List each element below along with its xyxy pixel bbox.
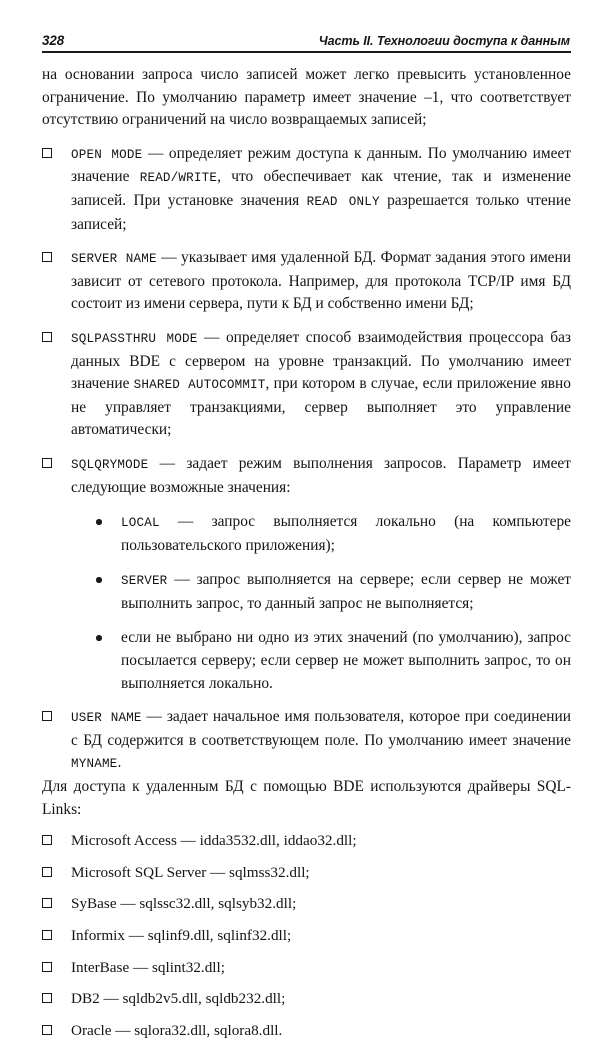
- list-item: [42, 893, 571, 916]
- list-item: [94, 511, 571, 557]
- list-item: [42, 957, 571, 980]
- list-item: [42, 830, 571, 853]
- list-item: [42, 925, 571, 948]
- option-text: если не выбрано ни одно из этих значений (по умолчанию), запрос посылается серверу; если сервер не может выполнить запрос, то он выполняется локально.: [121, 629, 571, 692]
- parameter-name: SERVER NAME: [71, 252, 157, 267]
- parameter-name: SQLQRYMODE: [71, 457, 149, 472]
- square-bullet-icon: [42, 898, 52, 908]
- parameter-list: [42, 143, 571, 776]
- parameter-text: — указывает имя удаленной БД. Формат задания этого имени зависит от сетевого протокола. Например, для протокола TCP/IP имя БД состоит из имени сервера, пути к БД и собственно имени БД;: [71, 249, 571, 313]
- running-head: [42, 26, 570, 48]
- parameter-text: — задает начальное имя пользователя, которое при соединении с БД содержится в соответствующем поле. По умолчанию имеет значение: [71, 708, 572, 749]
- driver-entry: DB2 — sqldb2v5.dll, sqldb232.dll;: [71, 990, 286, 1008]
- parameter-text-3: разрешается только чтение записей;: [71, 191, 571, 233]
- option-text: — запрос выполняется на сервере; если сервер не может выполнить запрос, то данный запрос не выполняется;: [121, 571, 571, 612]
- parameter-value-2: READ ONLY: [306, 194, 380, 209]
- parameter-text: — задает режим выполнения запросов. Параметр имеет следующие возможные значения:: [71, 454, 571, 496]
- qrymode-options-list: [94, 511, 571, 695]
- list-item: [42, 247, 571, 316]
- parameter-name: OPEN MODE: [71, 147, 143, 162]
- option-name: LOCAL: [121, 516, 160, 531]
- square-bullet-icon: [42, 252, 52, 262]
- square-bullet-icon: [42, 930, 52, 940]
- square-bullet-icon: [42, 835, 52, 845]
- list-item: [94, 569, 571, 615]
- running-head-title: Часть II. Технологии доступа к данным: [318, 34, 570, 48]
- list-item: [94, 627, 571, 695]
- parameter-text-2: .: [117, 754, 122, 772]
- round-bullet-icon: [96, 519, 102, 525]
- option-text: — запрос выполняется локально (на компьютере пользовательского приложения);: [121, 513, 571, 554]
- square-bullet-icon: [42, 1025, 52, 1035]
- parameter-text: — определяет режим доступа к данным. По умолчанию имеет значение: [71, 144, 572, 186]
- list-item: [42, 327, 571, 442]
- square-bullet-icon: [42, 867, 52, 877]
- driver-list: [42, 830, 571, 1042]
- square-bullet-icon: [42, 332, 52, 342]
- driver-entry: Microsoft Access — idda3532.dll, iddao32.dll;: [71, 832, 357, 850]
- page-number: 328: [42, 33, 65, 48]
- parameter-value: MYNAME: [71, 757, 118, 772]
- parameter-value: SHARED AUTOCOMMIT: [133, 378, 266, 393]
- list-item-qrymode: [42, 453, 571, 695]
- square-bullet-icon: [42, 458, 52, 468]
- option-name: SERVER: [121, 574, 168, 589]
- list-item: [42, 706, 571, 776]
- driver-entry: Informix — sqlinf9.dll, sqlinf32.dll;: [71, 927, 292, 944]
- driver-entry: SyBase — sqlssc32.dll, sqlsyb32.dll;: [71, 895, 297, 913]
- square-bullet-icon: [42, 962, 52, 972]
- parameter-name: SQLPASSTHRU MODE: [71, 331, 198, 346]
- parameter-name: USER NAME: [71, 711, 142, 726]
- driver-entry: InterBase — sqlint32.dll;: [71, 958, 225, 976]
- parameter-value: READ/WRITE: [139, 171, 218, 186]
- square-bullet-icon: [42, 993, 52, 1003]
- list-item: [42, 1020, 571, 1042]
- parameter-text-2: , при котором в случае, если приложение явно не управляет транзакциями, сервер выполняет это управление автоматически;: [71, 375, 571, 439]
- header-rule: [42, 51, 571, 53]
- list-item: [42, 988, 571, 1011]
- round-bullet-icon: [96, 577, 102, 583]
- driver-entry: Oracle — sqlora32.dll, sqlora8.dll.: [71, 1021, 283, 1039]
- round-bullet-icon: [96, 635, 102, 641]
- square-bullet-icon: [42, 711, 52, 721]
- parameter-text: — определяет способ взаимодействия процессора баз данных BDE с сервером на уровне транзакций. По умолчанию имеет значение: [71, 328, 571, 393]
- continued-paragraph: на основании запроса число записей может легко превысить установленное ограничение. По умолчанию параметр имеет значение –1, что соответствует отсутствию ограничений на число возвращаемых записей;: [42, 66, 571, 129]
- driver-entry: Microsoft SQL Server — sqlmss32.dll;: [71, 863, 310, 881]
- list-item: [42, 143, 571, 236]
- parameter-text-2: , что обеспечивает как чтение, так и изменение записей. При установке значения: [71, 168, 571, 209]
- page-body: [42, 64, 571, 1042]
- sqllinks-intro-paragraph: Для доступа к удаленным БД с помощью BDE используются драйверы SQL-Links:: [42, 778, 571, 818]
- list-item: [42, 862, 571, 885]
- square-bullet-icon: [42, 148, 52, 158]
